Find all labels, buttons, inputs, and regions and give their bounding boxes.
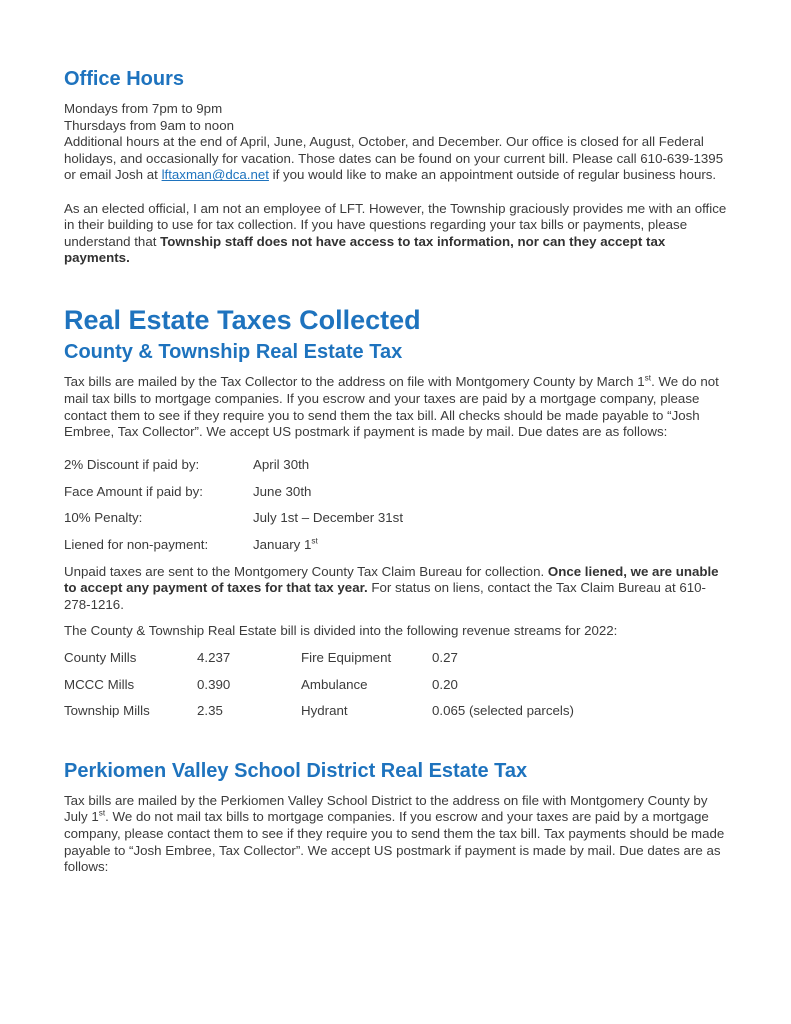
mill-value: 0.20 [432,676,458,692]
revenue-streams-intro: The County & Township Real Estate bill is divided into the following revenue streams for 2022: [64,623,618,639]
mill-label: Ambulance [301,676,368,692]
pvsd-intro-paragraph [64,793,727,876]
county-intro-superscript: st [644,373,652,383]
mill-value: 2.35 [197,703,223,719]
pvsd-heading: Perkiomen Valley School District Real Estate Tax [64,759,528,782]
additional-hours-text-after: if you would like to make an appointment outside of regular business hours. [268,167,717,183]
due-date-row [64,537,727,554]
county-township-intro-paragraph [64,374,727,440]
mill-label: County Mills [64,650,137,666]
due-date-value-text: June 30th [253,483,312,499]
disclaimer-text: As an elected official, I am not an employee of LFT. However, the Township graciously provides me with an office in their building to use for tax collection. If you have questions regarding your tax bills or payments, please understand that [64,200,727,249]
due-dates-list [64,457,727,553]
due-date-value-text: January 1 [253,537,312,553]
schedule-mondays: Mondays from 7pm to 9pm [64,101,223,116]
disclaimer-bold-text: Township staff does not have access to tax information, nor can they accept tax payments. [64,233,666,266]
due-date-row [64,457,727,474]
due-date-row [64,510,727,527]
schedule-thursdays: Thursdays from 9am to noon [64,117,234,133]
liens-paragraph [64,564,727,614]
due-date-label: 10% Penalty: [64,510,143,526]
mill-value: 0.390 [197,676,231,692]
due-date-value-superscript: st [311,536,318,546]
due-date-value-text: April 30th [253,457,310,473]
liens-bold-text: Once liened, we are unable to accept any payment of taxes for that tax year. [64,563,719,596]
mill-value: 4.237 [197,650,231,666]
county-intro-text-after: . We do not mail tax bills to mortgage companies. If you escrow and your taxes are paid by a mortgage company, please contact them to see if they require you to send them the tax bill. All checks should be made payable to “Josh Embree, Tax Collector”. We accept US postmark if payment is made by mail. Due dates are as follows: [64,374,719,440]
mill-value: 0.27 [432,650,458,666]
due-date-label: Liened for non-payment: [64,537,209,553]
office-hours-paragraph [64,101,727,184]
due-date-value [253,537,727,554]
liens-text: Unpaid taxes are sent to the Montgomery County Tax Claim Bureau for collection. [64,563,548,579]
pvsd-intro-text: Tax bills are mailed by the Perkiomen Valley School District to the address on file with Montgomery County by July 1 [64,792,708,825]
mill-label: Fire Equipment [301,650,392,666]
additional-hours-text: Additional hours at the end of April, June, August, October, and December. Our office is closed for all Federal holidays, and occasionally for vacation. Those dates can be found on your current bill. Please call 610-639-1395 or email Josh at [64,134,724,183]
mill-label: Hydrant [301,703,348,719]
pvsd-intro-text-after: . We do not mail tax bills to mortgage companies. If you escrow and your taxes are paid by a mortgage company, please contact them to see if they require you to send them the tax bill. Tax payments should be made payable to “Josh Embree, Tax Collector”. We accept US postmark if payment is made by mail. Due dates are as follows: [64,809,725,875]
millage-table [64,650,727,720]
email-link[interactable]: lftaxman@dca.net [161,167,269,183]
mill-label: MCCC Mills [64,676,135,692]
due-date-row [64,484,727,501]
mill-label: Township Mills [64,703,150,719]
millage-row [64,703,727,720]
millage-row [64,650,727,667]
liens-text-after: For status on liens, contact the Tax Claim Bureau at 610-278-1216. [64,580,706,612]
pvsd-intro-superscript: st [98,809,106,818]
office-hours-heading: Office Hours [64,68,185,90]
due-date-value [253,510,727,527]
real-estate-taxes-heading: Real Estate Taxes Collected [64,304,421,335]
disclaimer-paragraph [64,201,727,267]
millage-row [64,677,727,694]
due-date-value [253,457,727,474]
due-date-value [253,484,727,501]
mill-value: 0.065 (selected parcels) [432,703,574,719]
county-intro-text: Tax bills are mailed by the Tax Collector to the address on file with Montgomery County by March 1 [64,374,645,390]
due-date-label: 2% Discount if paid by: [64,457,200,473]
county-township-heading: County & Township Real Estate Tax [64,341,403,364]
due-date-label: Face Amount if paid by: [64,483,203,499]
due-date-value-text: July 1st – December 31st [253,510,404,526]
